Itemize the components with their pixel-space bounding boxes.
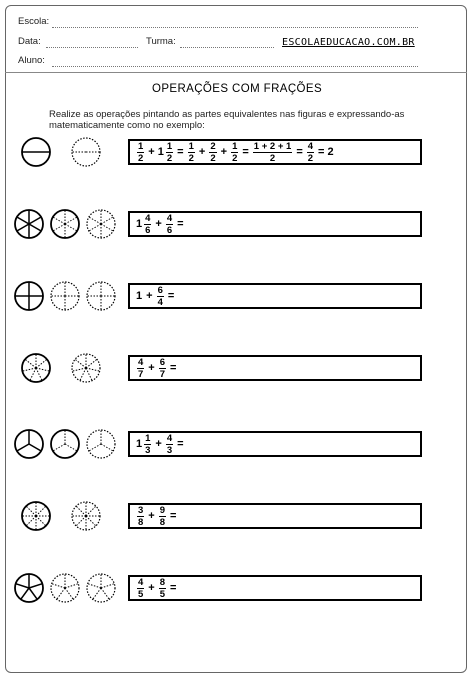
operator: = (170, 362, 177, 374)
denominator: 2 (232, 152, 238, 164)
denominator: 2 (188, 152, 194, 164)
exercise-row (0, 568, 474, 608)
date-label: Data: (18, 36, 41, 47)
fraction-circle[interactable] (15, 210, 43, 238)
fraction-circle[interactable] (72, 354, 100, 382)
denominator: 2 (210, 152, 216, 164)
fraction-circle[interactable] (72, 502, 100, 530)
answer-box[interactable] (128, 283, 422, 309)
numerator: 4 (166, 212, 173, 224)
operator: = (177, 146, 184, 158)
operator: = (177, 438, 184, 450)
numerator: 1 (145, 432, 151, 444)
operator: + (146, 290, 153, 302)
exercise-row (0, 348, 474, 388)
fraction (144, 434, 151, 455)
fraction (137, 506, 144, 527)
exercise-row (0, 132, 474, 172)
operator: + (155, 438, 162, 450)
numerator: 2 (210, 140, 216, 152)
fraction (166, 214, 173, 235)
answer-box[interactable] (128, 355, 422, 381)
fraction-circles (0, 276, 128, 316)
school-label: Escola: (18, 16, 50, 27)
fraction-circle[interactable] (87, 210, 115, 238)
fraction (231, 142, 238, 163)
operator: = (177, 218, 184, 230)
fraction-circle[interactable] (87, 430, 115, 458)
fraction (166, 142, 173, 163)
date-field[interactable] (46, 47, 138, 48)
exercise-row (0, 204, 474, 244)
answer-box[interactable] (128, 211, 422, 237)
fraction-circle[interactable] (87, 282, 115, 310)
numerator: 1 (188, 140, 194, 152)
numerator: 4 (138, 356, 144, 368)
fraction-circles (0, 424, 128, 464)
denominator: 6 (145, 224, 151, 236)
numerator: 8 (159, 576, 166, 588)
denominator: 8 (138, 516, 144, 528)
fraction-circle[interactable] (22, 138, 50, 166)
denominator: 2 (138, 152, 144, 164)
fraction-circle[interactable] (15, 430, 43, 458)
operator: = (318, 146, 325, 158)
denominator: 5 (138, 588, 144, 600)
whole-number: 1 (136, 218, 143, 230)
operator: = (242, 146, 249, 158)
student-label: Aluno: (18, 55, 45, 66)
fraction-circles (0, 348, 128, 388)
operator: + (148, 582, 155, 594)
operator: + (198, 146, 206, 158)
header-divider (5, 72, 467, 73)
numerator: 4 (138, 576, 144, 588)
fraction (137, 142, 144, 163)
numerator: 6 (157, 284, 163, 296)
fraction (137, 358, 144, 379)
operator: + (155, 218, 162, 230)
whole-number: 1 (136, 290, 143, 302)
fraction (188, 142, 195, 163)
numerator: 9 (159, 504, 166, 516)
exercise-row (0, 424, 474, 464)
fraction-circle[interactable] (15, 282, 43, 310)
class-field[interactable] (180, 47, 274, 48)
operator: + (148, 146, 155, 158)
whole-number: 1 (136, 438, 143, 450)
fraction-circles (0, 496, 128, 536)
denominator: 2 (269, 152, 276, 164)
fraction (307, 142, 314, 163)
numerator: 1 (232, 140, 238, 152)
answer-box[interactable] (128, 575, 422, 601)
school-field[interactable] (52, 27, 418, 28)
fraction-circles (0, 204, 128, 244)
answer-box[interactable] (128, 503, 422, 529)
numerator: 6 (159, 356, 166, 368)
exercise-row (0, 496, 474, 536)
operator: = (170, 582, 177, 594)
fraction (209, 142, 216, 163)
numerator: 1 + 2 + 1 (253, 140, 292, 152)
whole-number: 2 (327, 146, 334, 158)
denominator: 6 (166, 224, 173, 236)
fraction (144, 214, 151, 235)
denominator: 3 (166, 444, 173, 456)
denominator: 2 (166, 152, 173, 164)
numerator: 1 (166, 140, 173, 152)
fraction-circle[interactable] (51, 430, 79, 458)
fraction (157, 286, 164, 307)
fraction-circles (0, 132, 128, 172)
denominator: 2 (307, 152, 314, 164)
operator: + (148, 362, 155, 374)
fraction-circle[interactable] (22, 502, 50, 530)
exercise-row (0, 276, 474, 316)
fraction (166, 434, 173, 455)
fraction-circle[interactable] (72, 138, 100, 166)
site-logo-text: ESCOLAEDUCACAO.COM.BR (282, 37, 415, 48)
denominator: 4 (157, 296, 163, 308)
operator: = (167, 290, 175, 302)
denominator: 8 (159, 516, 166, 528)
answer-box[interactable] (128, 431, 422, 457)
operator: = (170, 510, 177, 522)
instructions: Realize as operações pintando as partes equivalentes nas figuras e expressando-as matematicamente como no exemplo: (49, 109, 405, 131)
fraction-circle[interactable] (15, 574, 43, 602)
numerator: 4 (307, 140, 314, 152)
fraction-circle[interactable] (22, 354, 50, 382)
fraction-circle[interactable] (51, 574, 79, 602)
fraction (159, 578, 166, 599)
fraction (253, 142, 293, 163)
fraction-circle[interactable] (87, 574, 115, 602)
denominator: 3 (145, 444, 151, 456)
student-field[interactable] (52, 66, 418, 67)
operator: = (296, 146, 303, 158)
operator: + (148, 510, 155, 522)
numerator: 3 (138, 504, 144, 516)
fraction-circles (0, 568, 128, 608)
operator: + (220, 146, 228, 158)
denominator: 7 (159, 368, 166, 380)
fraction-circle[interactable] (51, 210, 79, 238)
denominator: 7 (138, 368, 144, 380)
fraction (137, 578, 144, 599)
page-title: OPERAÇÕES COM FRAÇÕES (151, 83, 323, 95)
fraction (159, 358, 166, 379)
numerator: 4 (166, 432, 173, 444)
fraction-circle[interactable] (51, 282, 79, 310)
class-label: Turma: (146, 36, 176, 47)
numerator: 4 (145, 212, 151, 224)
answer-box[interactable] (128, 139, 422, 165)
fraction (159, 506, 166, 527)
whole-number: 1 (157, 146, 164, 158)
numerator: 1 (138, 140, 144, 152)
denominator: 5 (159, 588, 166, 600)
